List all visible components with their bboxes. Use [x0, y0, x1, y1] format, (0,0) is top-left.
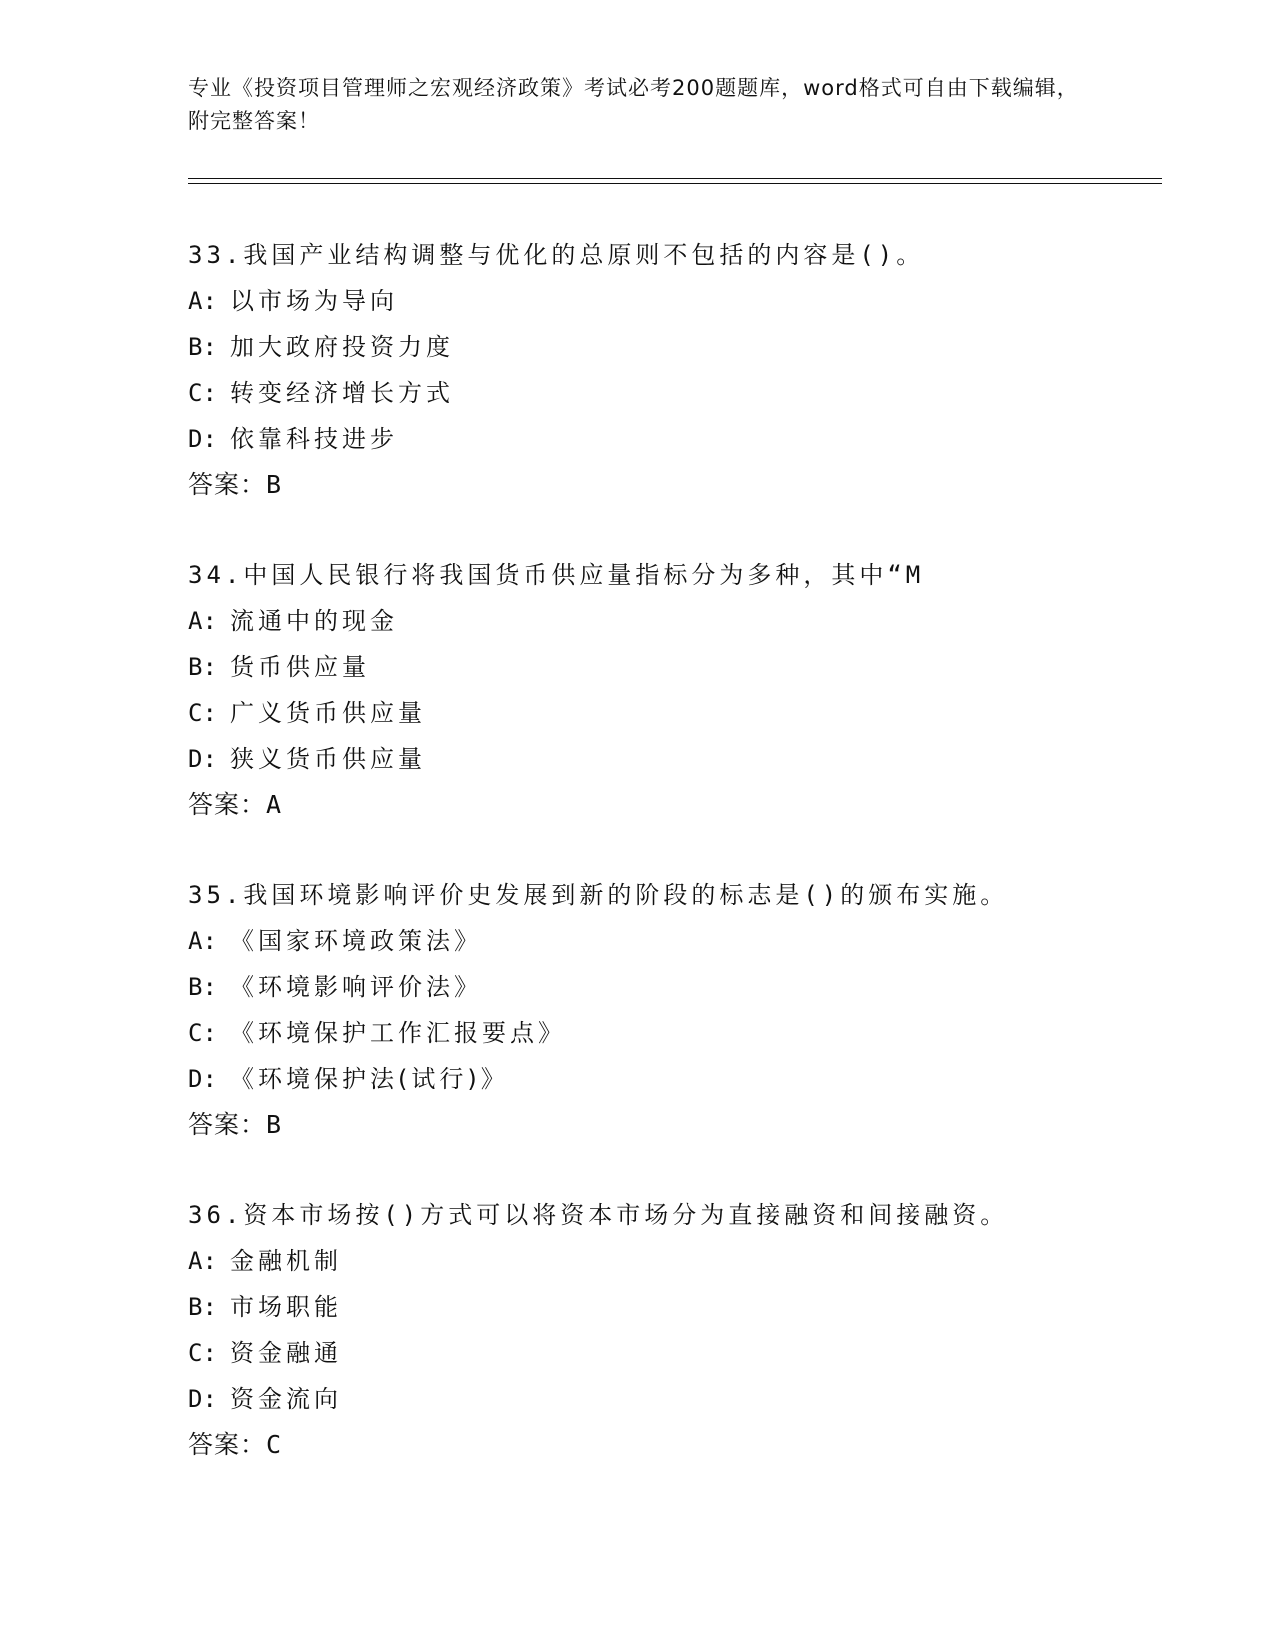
answer-line: [188, 462, 1148, 508]
option-a: [188, 1238, 1148, 1284]
option-text: 《环境保护工作汇报要点》: [230, 1019, 566, 1047]
answer-value: B: [266, 1110, 282, 1139]
option-text: 加大政府投资力度: [230, 333, 454, 361]
option-text: 金融机制: [230, 1247, 342, 1275]
option-text: 资金流向: [230, 1385, 342, 1413]
question-stem: 34.中国人民银行将我国货币供应量指标分为多种，其中“M: [188, 561, 925, 589]
option-c: [188, 690, 1148, 736]
answer-label: 答案：: [188, 1430, 267, 1459]
option-text: 流通中的现金: [230, 607, 398, 635]
question-35: [188, 872, 1148, 1148]
answer-label: 答案：: [188, 470, 267, 499]
option-letter: B:: [188, 1293, 217, 1321]
question-stem: 36.资本市场按()方式可以将资本市场分为直接融资和间接融资。: [188, 1201, 1009, 1229]
option-text: 资金融通: [230, 1339, 342, 1367]
option-letter: B:: [188, 333, 217, 361]
option-d: [188, 736, 1148, 782]
option-a: [188, 918, 1148, 964]
option-letter: C:: [188, 379, 217, 407]
answer-line: [188, 782, 1148, 828]
option-d: [188, 416, 1148, 462]
option-letter: D:: [188, 745, 217, 773]
option-letter: B:: [188, 973, 217, 1001]
option-letter: A:: [188, 607, 217, 635]
answer-line: [188, 1422, 1148, 1468]
option-letter: A:: [188, 287, 217, 315]
answer-label: 答案：: [188, 790, 267, 819]
option-text: 以市场为导向: [230, 287, 398, 315]
header-divider: [188, 178, 1162, 184]
question-36: [188, 1192, 1148, 1468]
answer-value: C: [266, 1430, 282, 1459]
option-letter: C:: [188, 699, 217, 727]
option-text: 市场职能: [230, 1293, 342, 1321]
option-letter: D:: [188, 1065, 217, 1093]
option-c: [188, 1010, 1148, 1056]
question-stem: 33.我国产业结构调整与优化的总原则不包括的内容是()。: [188, 241, 925, 269]
option-c: [188, 370, 1148, 416]
option-text: 货币供应量: [230, 653, 370, 681]
option-text: 依靠科技进步: [230, 425, 398, 453]
option-b: [188, 644, 1148, 690]
document-header: 专业《投资项目管理师之宏观经济政策》考试必考200题题库，word格式可自由下载编辑，附完整答案！: [188, 76, 1079, 133]
option-letter: D:: [188, 425, 217, 453]
option-letter: C:: [188, 1019, 217, 1047]
question-list: [188, 232, 1148, 1512]
option-letter: D:: [188, 1385, 217, 1413]
question-stem: 35.我国环境影响评价史发展到新的阶段的标志是()的颁布实施。: [188, 881, 1009, 909]
option-text: 狭义货币供应量: [230, 745, 426, 773]
option-letter: A:: [188, 1247, 217, 1275]
option-b: [188, 964, 1148, 1010]
option-letter: C:: [188, 1339, 217, 1367]
option-text: 转变经济增长方式: [230, 379, 454, 407]
option-text: 《环境影响评价法》: [230, 973, 482, 1001]
option-letter: B:: [188, 653, 217, 681]
question-34: [188, 552, 1148, 828]
option-b: [188, 324, 1148, 370]
option-a: [188, 598, 1148, 644]
option-a: [188, 278, 1148, 324]
option-d: [188, 1056, 1148, 1102]
answer-value: A: [266, 790, 282, 819]
question-33: [188, 232, 1148, 508]
answer-value: B: [266, 470, 282, 499]
option-letter: A:: [188, 927, 217, 955]
option-c: [188, 1330, 1148, 1376]
answer-label: 答案：: [188, 1110, 267, 1139]
option-d: [188, 1376, 1148, 1422]
option-b: [188, 1284, 1148, 1330]
answer-line: [188, 1102, 1148, 1148]
option-text: 广义货币供应量: [230, 699, 426, 727]
option-text: 《环境保护法(试行)》: [230, 1065, 509, 1093]
option-text: 《国家环境政策法》: [230, 927, 482, 955]
